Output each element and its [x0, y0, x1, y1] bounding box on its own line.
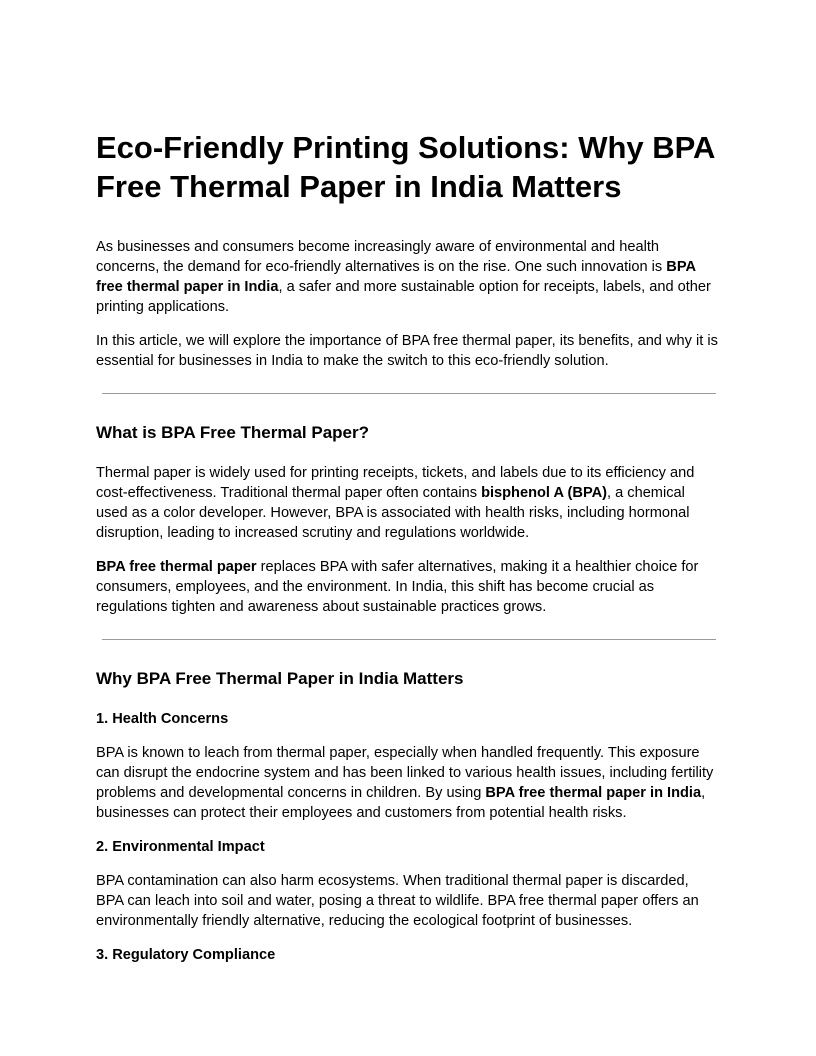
section1-p1-text-a: Thermal paper is widely used for printing receipts, tickets, and labels due to its efficiency and cost-effectiveness. Traditional thermal paper often contains	[96, 465, 695, 501]
section1-p1-text-c: , a chemical used as a color developer. However, BPA is associated with health risks, including hormonal disruption, leading to increased scrutiny and regulations worldwide.	[96, 485, 690, 541]
environmental-impact-paragraph: BPA contamination can also harm ecosystems. When traditional thermal paper is discarded, BPA can leach into soil and water, posing a threat to wildlife. BPA free thermal paper offers an environmentally friendly alternative, reducing the ecological footprint of businesses.	[96, 873, 699, 929]
section1-p2-text-b: replaces BPA with safer alternatives, making it a healthier choice for consumers, employees, and the environment. In India, this shift has become crucial as regulations tighten and awareness about sustainable practices grows.	[96, 559, 699, 615]
intro-p1-text-a: As businesses and consumers become increasingly aware of environmental and health concerns, the demand for eco-friendly alternatives is on the rise. One such innovation is	[96, 239, 667, 275]
document-content	[96, 128, 720, 979]
section-divider-1	[102, 393, 716, 394]
health-keyword: BPA free thermal paper in India	[485, 785, 702, 801]
section1-paragraph-2	[96, 557, 720, 617]
intro-p1-text-c: , a safer and more sustainable option for receipts, labels, and other printing applications.	[96, 279, 711, 315]
section1-p1-keyword: bisphenol A (BPA)	[481, 485, 607, 501]
health-concerns-paragraph	[96, 743, 720, 823]
intro-paragraph-2: In this article, we will explore the importance of BPA free thermal paper, its benefits, and why it is essential for businesses in India to make the switch to this eco-friendly solution.	[96, 333, 718, 369]
section-divider-2	[102, 639, 716, 640]
intro-p1-keyword: BPA free thermal paper in India	[96, 259, 696, 295]
section-heading-what-is: What is BPA Free Thermal Paper?	[96, 423, 370, 442]
section1-paragraph-1	[96, 463, 720, 543]
document-title: Eco-Friendly Printing Solutions: Why BPA Free Thermal Paper in India Matters	[96, 130, 715, 204]
subheading-environmental-impact: 2. Environmental Impact	[96, 839, 265, 855]
subheading-regulatory-compliance: 3. Regulatory Compliance	[96, 947, 276, 963]
intro-paragraph-1	[96, 237, 720, 317]
health-text-a: BPA is known to leach from thermal paper, especially when handled frequently. This exposure can disrupt the endocrine system and has been linked to various health issues, including fertility problems and developmental concerns in children. By using	[96, 745, 714, 801]
subheading-health-concerns: 1. Health Concerns	[96, 711, 229, 727]
health-text-c: , businesses can protect their employees and customers from potential health risks.	[96, 785, 706, 821]
section1-p2-keyword: BPA free thermal paper	[96, 559, 257, 575]
section-heading-why-matters: Why BPA Free Thermal Paper in India Matters	[96, 669, 464, 688]
